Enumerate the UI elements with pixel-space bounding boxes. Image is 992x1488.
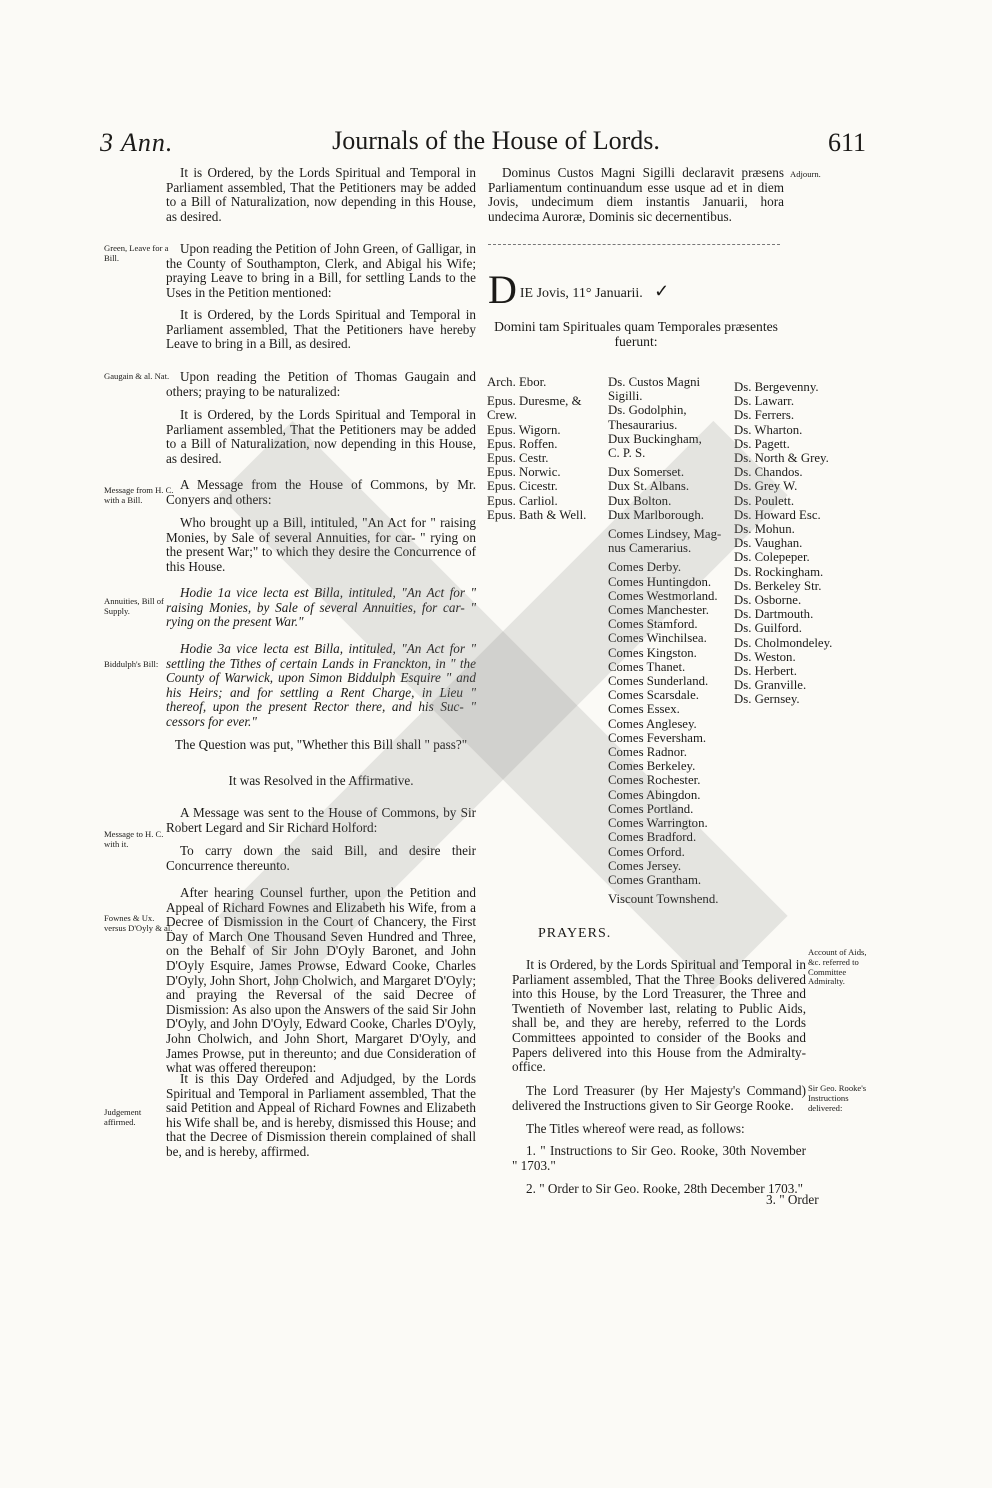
roll-entry: Ds. Osborne. [734, 593, 802, 608]
roll-entry: Comes Westmorland. [608, 588, 718, 603]
roll-entry: Comes Feversham. [608, 730, 707, 745]
roll-column-barons [734, 380, 832, 707]
roll-column-peers [608, 375, 721, 906]
margin-note-message: Message from H. C. with a Bill. [104, 485, 174, 505]
roll-entry: Ds. Berkeley Str. [734, 578, 822, 593]
paragraph: Upon reading the Petition of Thomas Gaugain and others; praying to be naturalized: [166, 369, 476, 399]
roll-entry: Comes Anglesey. [608, 716, 697, 731]
paragraph: The Question was put, "Whether this Bill shall " pass?" [174, 737, 468, 752]
paragraph: It is Ordered, by the Lords Spiritual and Temporal in Parliament assembled, That the Petitioners may be added to a Bill of Naturalization, now depending in this House, as desired. [166, 165, 476, 224]
paragraph: It is this Day Ordered and Adjudged, by the Lords Spiritual and Temporal in Parliament assembled, That the said Petition and Appeal of Richard Fownes and Elizabeth his Wife shall be, and is hereby, dismissed this House; and that the Decree of Dismission therein complained of shall be, and is hereby, affirmed. [166, 1071, 476, 1159]
roll-entry: Epus. Duresme, & [487, 394, 582, 409]
paragraph: Hodie 3a vice lecta est Billa, intituled, "An Act for " settling the Tithes of certain Lands in Franckton, in " the County of Warwick, upon Simon Biddulph Esquire " and his Heirs; and for settling a Rent Charge, in Lieu " thereof, upon the present Rector there, and his Suc- " cessors for ever." [166, 641, 476, 729]
roll-entry: Ds. Weston. [734, 649, 796, 664]
paragraph: Upon reading the Petition of John Green, of Galligar, in the County of Southampton, Clerk, and Abigal his Wife; praying Leave to bring in a Bill, for settling Lands to the Uses in the Petition mentioned: [166, 241, 476, 300]
roll-entry: Comes Kingston. [608, 645, 697, 660]
roll-entry: Ds. Chandos. [734, 465, 803, 480]
roll-entry: Dux Marlborough. [608, 507, 704, 522]
margin-note-fownes: Fownes & Ux. versus D'Oyly & al. [104, 913, 173, 933]
check-mark: ✓ [654, 281, 670, 301]
roll-entry: Thesaurarius. [608, 417, 678, 432]
right-column-top [488, 166, 784, 232]
roll-entry: Dux Buckingham, [608, 431, 702, 446]
separator-line [488, 244, 780, 245]
roll-entry: Dux Bolton. [608, 493, 672, 508]
roll-entry: Comes Abingdon. [608, 787, 701, 802]
roll-entry: Ds. Custos Magni [608, 375, 701, 389]
roll-entry: Comes Manchester. [608, 603, 709, 618]
page-title: Journals of the House of Lords. [332, 126, 660, 155]
margin-note-gaugain: Gaugain & al. Nat. [104, 371, 170, 381]
roll-entry: Ds. Granville. [734, 678, 807, 693]
paragraph: The Titles whereof were read, as follows: [526, 1121, 745, 1136]
paragraph: It is Ordered, by the Lords Spiritual and Temporal in Parliament assembled, That the Petitioners have hereby Leave to bring in a Bill, as desired. [166, 307, 476, 352]
roll-entry: Epus. Wigorn. [487, 422, 561, 437]
roll-entry: Ds. North & Grey. [734, 451, 829, 466]
roll-entry: Ds. Lawarr. [734, 394, 795, 409]
roll-entry: Ds. Gernsey. [734, 692, 800, 707]
roll-entry: Epus. Roffen. [487, 436, 558, 451]
roll-entry: Comes Derby. [608, 560, 682, 575]
roll-entry: Ds. Howard Esc. [734, 507, 821, 522]
date-line: IE Jovis, 11° Januarii. [519, 286, 643, 301]
roll-entry: Ds. Ferrers. [734, 408, 795, 423]
roll-entry: Comes Orford. [608, 844, 685, 859]
roll-entry: Comes Winchilsea. [608, 631, 707, 646]
roll-entry: Epus. Carliol. [487, 493, 558, 508]
regnal-year: 3 Ann. [100, 128, 174, 157]
roll-entry: nus Camerarius. [608, 541, 692, 556]
roll-entry: Arch. Ebor. [487, 375, 547, 389]
roll-entry: Ds. Guilford. [734, 621, 802, 636]
paragraph: Who brought up a Bill, intituled, "An Act for " raising Monies, by Sale of several Annuities, for car- " rying on the present War;" to which they desire the Concurrence of this House. [166, 515, 476, 574]
roll-entry: Dux Somerset. [608, 465, 685, 480]
margin-note-biddulph: Biddulph's Bill: [104, 659, 159, 669]
right-column-bottom [512, 958, 806, 1204]
paragraph: It is Ordered, by the Lords Spiritual and Temporal in Parliament assembled, That the Petitioners may be added to a Bill of Naturalization, now depending in this House, as desired. [166, 407, 476, 466]
paragraph: After hearing Counsel further, upon the Petition and Appeal of Richard Fownes and Elizabeth his Wife, from a Decree of Dismission in the Court of Chancery, the First Day of March One Thousand Seven Hundred and Three, on the Behalf of Sir John D'Oyly Baronet, and John D'Oyly Esquire, James Prowse, Edward Cooke, Charles D'Oyly, John Short, John Cholwich, and Margaret D'Oyly; and praying the Reversal of the said Decree of Dismission: As also upon the Answers of the said Sir John D'Oyly, and John D'Oyly, Edward Cooke, Charles D'Oyly, John Cholwich, and John Short, Margaret D'Oyly, and James Prowse, put in thereunto; and due Consideration of what was offered thereupon: [166, 885, 476, 1076]
roll-entry: Comes Lindsey, Mag- [608, 527, 722, 542]
roll-entry: Ds. Godolphin, [608, 403, 687, 418]
paragraph: It was Resolved in the Affirmative. [228, 773, 414, 788]
margin-note-aids: Account of Aids, &c. referred to Committee Admiralty. [808, 947, 867, 987]
roll-entry: Ds. Bergevenny. [734, 380, 819, 394]
roll-entry: Comes Portland. [608, 801, 694, 816]
paragraph: A Message was sent to the House of Commons, by Sir Robert Legard and Sir Richard Holford: [166, 805, 476, 835]
present-heading [488, 320, 784, 355]
roll-entry: Comes Stamford. [608, 617, 698, 632]
roll-entry: Comes Sunderland. [608, 674, 709, 689]
roll-entry: Comes Warrington. [608, 816, 708, 831]
list-item: 1. " Instructions to Sir Geo. Rooke, 30th November " 1703." [512, 1143, 806, 1173]
paragraph: To carry down the said Bill, and desire their Concurrence thereunto. [166, 843, 476, 873]
roll-entry: Epus. Bath & Well. [487, 507, 587, 522]
roll-entry: Comes Rochester. [608, 773, 701, 788]
margin-note-message-hc: Message to H. C. with it. [104, 829, 164, 849]
roll-entry: Ds. Grey W. [734, 479, 798, 494]
roll-entry: Comes Jersey. [608, 858, 682, 873]
roll-entry: Ds. Mohun. [734, 522, 795, 537]
paragraph: Hodie 1a vice lecta est Billa, intituled, "An Act for " raising Monies, by Sale of several Annuities, for car- " rying on the present War." [166, 585, 476, 630]
roll-entry: Ds. Vaughan. [734, 536, 803, 551]
roll-entry: Epus. Cestr. [487, 451, 549, 466]
roll-entry: Ds. Poulett. [734, 493, 795, 508]
margin-note-annuities: Annuities, Bill of Supply. [104, 596, 164, 616]
roll-entry: Epus. Norwic. [487, 465, 561, 480]
roll-entry: Sigilli. [608, 389, 643, 404]
roll-entry: Comes Grantham. [608, 872, 702, 887]
date-heading [488, 267, 784, 312]
catchword: 3. " Order [766, 1192, 819, 1207]
drop-cap: D [488, 267, 517, 312]
roll-entry: Crew. [487, 408, 518, 423]
adjournment-text: Dominus Custos Magni Sigilli declaravit præsens Parliamentum continuandum esse usque ad et in diem Jovis, undecimum diem instantis Januarii, hora undecima Auroræ, Dominis sic decernentibus. [488, 165, 784, 224]
prayers-heading: PRAYERS. [538, 926, 612, 941]
paragraph: A Message from the House of Commons, by Mr. Conyers and others: [166, 477, 476, 507]
roll-entry: Ds. Cholmondeley. [734, 635, 833, 650]
roll-entry: Comes Bradford. [608, 830, 697, 845]
margin-note-green: Green, Leave for a Bill. [104, 243, 169, 263]
left-column [166, 166, 476, 1168]
margin-note-rooke: Sir Geo. Rooke's Instructions delivered: [808, 1083, 867, 1113]
page-number: 611 [828, 128, 867, 157]
roll-entry: Ds. Rockingham. [734, 564, 824, 579]
margin-note-adjourn: Adjourn. [790, 169, 821, 179]
present-line: Domini tam Spirituales quam Temporales præsentes fuerunt: [494, 319, 778, 349]
roll-entry: C. P. S. [608, 446, 646, 461]
roll-entry: Viscount Townshend. [608, 892, 719, 907]
roll-entry: Ds. Pagett. [734, 436, 790, 451]
roll-entry: Comes Essex. [608, 702, 680, 717]
roll-entry: Ds. Dartmouth. [734, 607, 814, 622]
roll-entry: Comes Radnor. [608, 745, 687, 760]
roll-entry: Ds. Colepeper. [734, 550, 810, 565]
paragraph: The Lord Treasurer (by Her Majesty's Command) delivered the Instructions given to Sir George Rooke. [512, 1083, 806, 1113]
roll-entry: Epus. Cicestr. [487, 479, 558, 494]
roll-entry: Comes Berkeley. [608, 759, 696, 774]
list-item: 2. " Order to Sir Geo. Rooke, 28th December 1703." [526, 1181, 804, 1196]
roll-entry: Dux St. Albans. [608, 479, 690, 494]
roll-entry: Ds. Herbert. [734, 664, 797, 679]
paragraph: It is Ordered, by the Lords Spiritual and Temporal in Parliament assembled, That the Three Books delivered into this House, by the Lord Treasurer, the Three and Twentieth of November last, relating to Public Aids, shall be, and they are hereby, referred to the Lords Committees appointed to consider of the Books and Papers delivered into this House from the Admiralty-office. [512, 957, 806, 1075]
margin-note-judgement: Judgement affirmed. [104, 1107, 142, 1127]
roll-entry: Comes Scarsdale. [608, 688, 699, 703]
roll-entry: Comes Huntingdon. [608, 574, 712, 589]
roll-column-bishops [487, 375, 586, 522]
roll-entry: Ds. Wharton. [734, 422, 803, 437]
roll-entry: Comes Thanet. [608, 659, 686, 674]
